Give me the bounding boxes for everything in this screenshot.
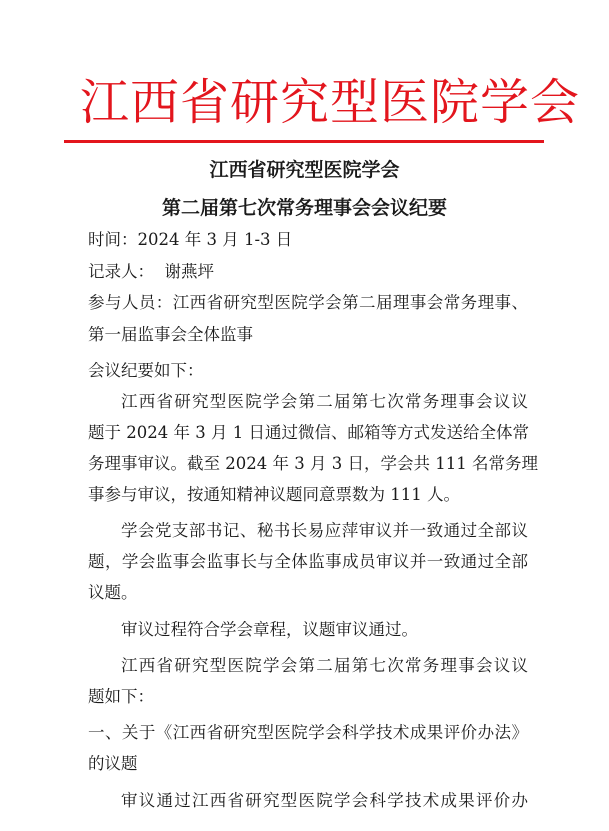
paragraph-1-line-2: 题于 2024 年 3 月 1 日通过微信、邮箱等方式发送给全体常: [88, 423, 529, 442]
paragraph-2-line-2: 题，学会监事会监事长与全体监事成员审议并一致通过全部: [88, 552, 528, 571]
doc-title-line-1: 江西省研究型医院学会: [209, 159, 400, 181]
paragraph-5-line-1: 审议通过江西省研究型医院学会科学技术成果评价办: [121, 791, 528, 810]
recorder: 记录人： 谢燕坪: [88, 262, 214, 281]
attendees-line-2: 第一届监事会全体监事: [88, 325, 253, 344]
attendees-line-1: 参与人员：江西省研究型医院学会第二届理事会常务理事、: [88, 293, 528, 312]
paragraph-2-line-3: 议题。: [88, 583, 138, 602]
paragraph-2-line-1: 学会党支部书记、秘书长易应萍审议并一致通过全部议: [121, 521, 528, 540]
org-letterhead-title: 江西省研究型医院学会: [80, 74, 581, 131]
paragraph-1-line-1: 江西省研究型医院学会第二届第七次常务理事会议议: [121, 392, 528, 411]
paragraph-4-line-2: 题如下：: [88, 687, 154, 706]
agenda-item-1-line-1: 一、关于《江西省研究型医院学会科学技术成果评价办法》: [88, 723, 528, 742]
paragraph-1-line-3: 务理事审议。截至 2024 年 3 月 3 日，学会共 111 名常务理: [88, 454, 538, 473]
agenda-item-1-line-2: 的议题: [88, 754, 138, 773]
letterhead-red-rule: [64, 140, 544, 143]
summary-heading: 会议纪要如下：: [88, 361, 204, 380]
meeting-time: 时间：2024 年 3 月 1-3 日: [88, 230, 293, 249]
paragraph-1-line-4: 事参与审议，按通知精神议题同意票数为 111 人。: [88, 485, 460, 504]
paragraph-3: 审议过程符合学会章程，议题审议通过。: [121, 620, 418, 639]
paragraph-4-line-1: 江西省研究型医院学会第二届第七次常务理事会议议: [121, 656, 528, 675]
doc-title-line-2: 第二届第七次常务理事会会议纪要: [161, 197, 447, 219]
